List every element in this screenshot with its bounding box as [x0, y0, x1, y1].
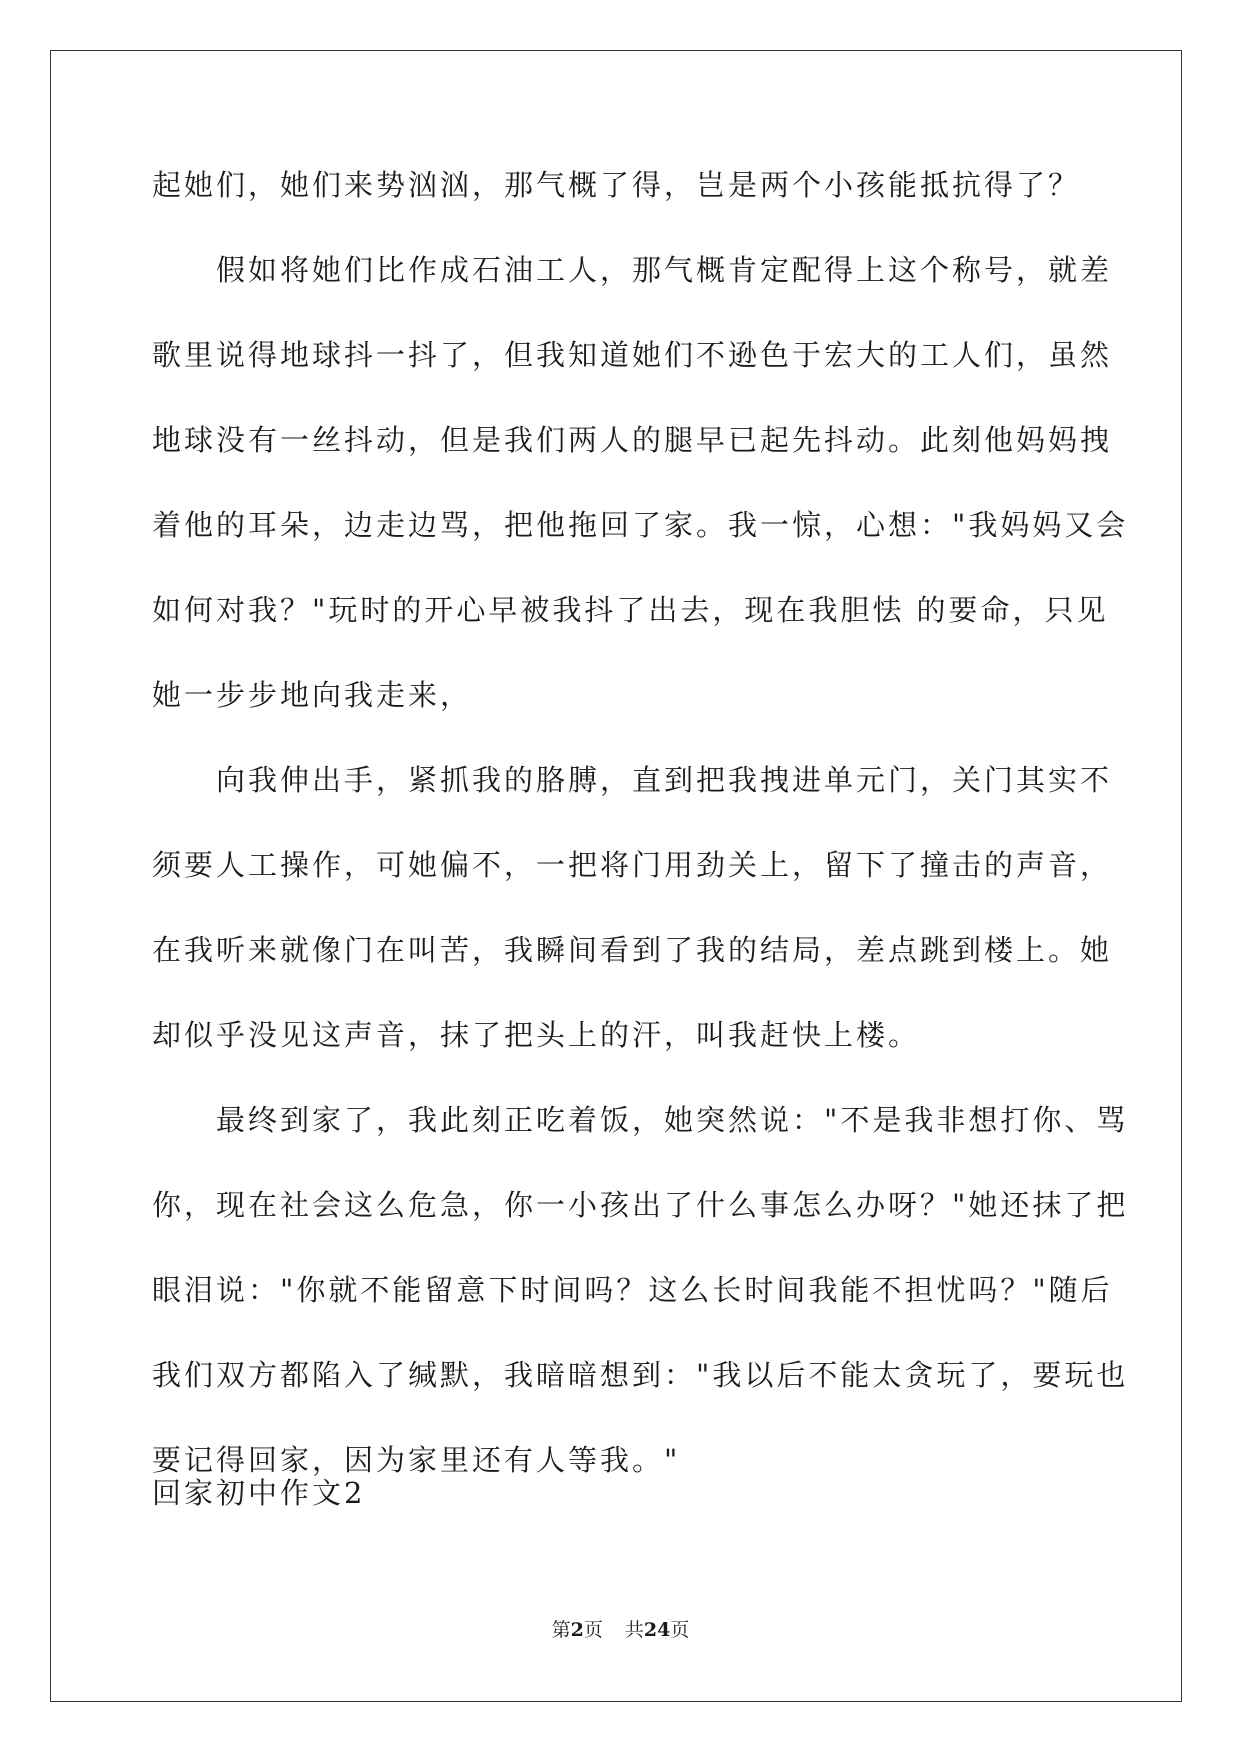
text-line: 在我听来就像门在叫苦，我瞬间看到了我的结局，差点跳到楼上。她	[152, 933, 1113, 967]
page-number: 2	[570, 1619, 584, 1641]
text-line: 最终到家了，我此刻正吃着饭，她突然说："不是我非想打你、骂	[216, 1103, 1129, 1137]
total-suffix: 页	[670, 1619, 690, 1641]
text-line: 眼泪说："你就不能留意下时间吗？这么长时间我能不担忧吗？"随后	[152, 1273, 1113, 1307]
total-pages: 24	[643, 1619, 671, 1641]
text-line: 着他的耳朵，边走边骂，把他拖回了家。我一惊，心想："我妈妈又会	[152, 508, 1129, 542]
section-heading: 回家初中作文2	[152, 1476, 366, 1510]
text-line: 她一步步地向我走来，	[152, 678, 473, 712]
text-line: 如何对我？"玩时的开心早被我抖了出去，现在我胆怯 的要命，只见	[152, 593, 1109, 627]
text-line: 须要人工操作，可她偏不，一把将门用劲关上，留下了撞击的声音，	[152, 848, 1113, 882]
total-prefix: 共	[624, 1619, 644, 1641]
text-line: 却似乎没见这声音，抹了把头上的汗，叫我赶快上楼。	[152, 1018, 921, 1052]
text-line: 歌里说得地球抖一抖了，但我知道她们不逊色于宏大的工人们，虽然	[152, 338, 1113, 372]
text-line: 向我伸出手，紧抓我的胳膊，直到把我拽进单元门，关门其实不	[216, 763, 1113, 797]
text-line: 起她们，她们来势汹汹，那气概了得，岂是两个小孩能抵抗得了？	[152, 168, 1081, 202]
page-footer	[0, 1615, 1241, 1642]
text-line: 你，现在社会这么危急，你一小孩出了什么事怎么办呀？"她还抹了把	[152, 1188, 1129, 1222]
text-line: 我们双方都陷入了缄默，我暗暗想到："我以后不能太贪玩了，要玩也	[152, 1358, 1129, 1392]
text-line: 地球没有一丝抖动，但是我们两人的腿早已起先抖动。此刻他妈妈拽	[152, 423, 1113, 457]
page-prefix: 第	[551, 1619, 571, 1641]
document-body	[152, 160, 1129, 1520]
page-suffix: 页	[583, 1619, 603, 1641]
text-line: 要记得回家，因为家里还有人等我。"	[152, 1443, 681, 1477]
text-line: 假如将她们比作成石油工人，那气概肯定配得上这个称号，就差	[216, 253, 1113, 287]
